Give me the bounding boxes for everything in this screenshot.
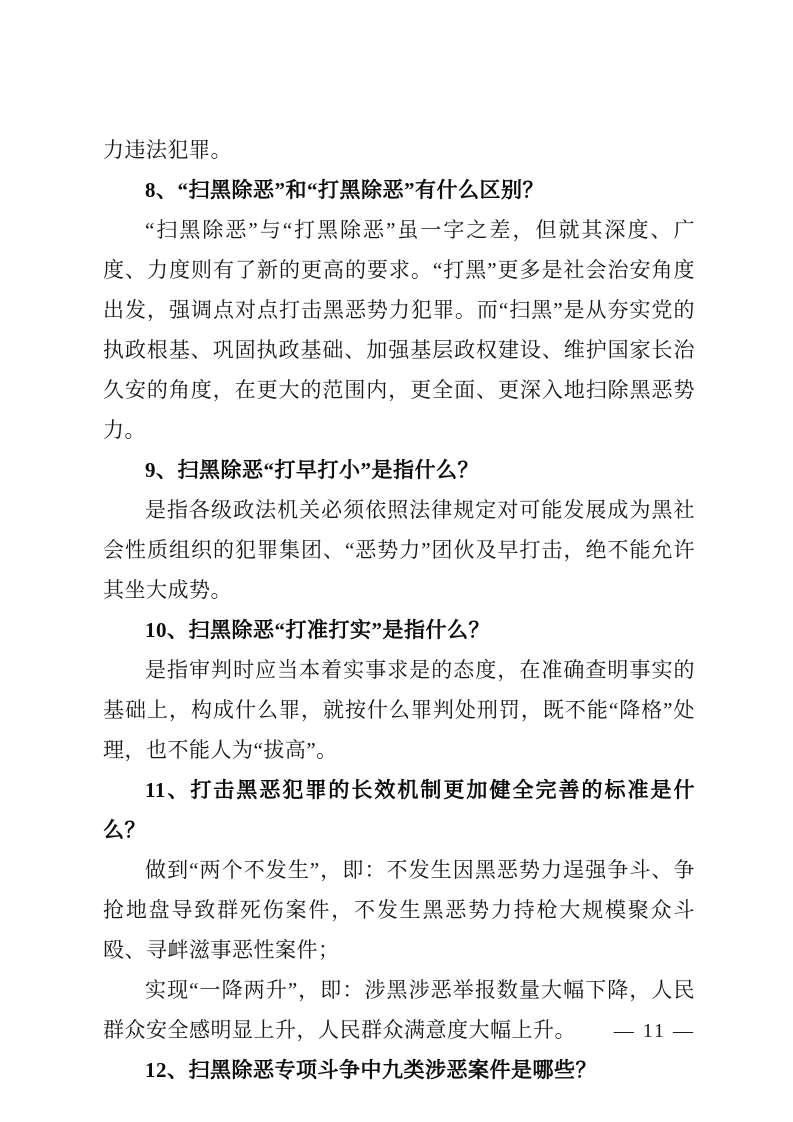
paragraph: 是指审判时应当本着实事求是的态度，在准确查明事实的基础上，构成什么罪，就按什么罪判处刑罚，既不能“降格”处理，也不能人为“拔高”。 [103,658,695,762]
question-heading: 9、扫黑除恶“打早打小”是指什么？ [145,458,479,482]
question-heading: 12、扫黑除恶专项斗争中九类涉恶案件是哪些？ [145,1058,597,1082]
paragraph: 是指各级政法机关必须依照法律规定对可能发展成为黑社会性质组织的犯罪集团、“恶势力”团伙及早打击，绝不能允许其坐大成势。 [103,498,695,602]
question-heading: 8、“扫黑除恶”和“打黑除恶”有什么区别？ [145,178,544,202]
text-content [103,130,695,1090]
paragraph: 实现“一降两升”，即：涉黑涉恶举报数量大幅下降，人民群众安全感明显上升，人民群众满意度大幅上升。 [103,978,695,1042]
question-heading: 11、打击黑恶犯罪的长效机制更加健全完善的标准是什么？ [103,778,695,842]
paragraph: “扫黑除恶”与“打黑除恶”虽一字之差，但就其深度、广度、力度则有了新的更高的要求。“打黑”更多是社会治安角度出发，强调点对点打击黑恶势力犯罪。而“扫黑”是从夯实党的执政根基、巩固执政基础、加强基层政权建设、维护国家长治久安的角度，在更大的范围内，更全面、更深入地扫除黑恶势力。 [103,218,695,442]
paragraph: 力违法犯罪。 [103,138,232,162]
question-heading: 10、扫黑除恶“打准打实”是指什么？ [145,618,490,642]
page-number: — 11 — [613,1020,695,1042]
paragraph: 做到“两个不发生”，即：不发生因黑恶势力逞强争斗、争抢地盘导致群死伤案件，不发生黑恶势力持枪大规模聚众斗殴、寻衅滋事恶性案件； [103,858,695,962]
